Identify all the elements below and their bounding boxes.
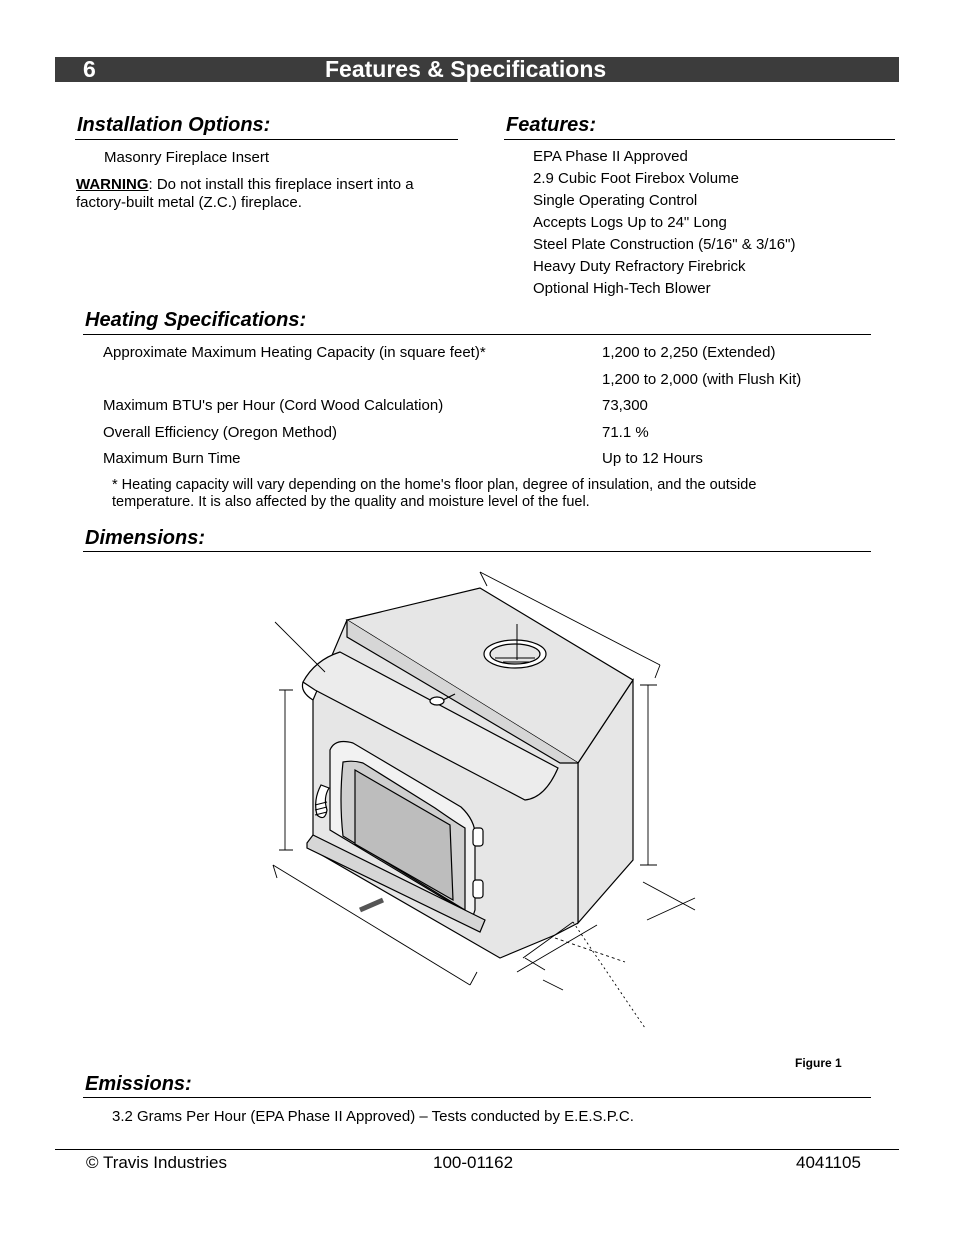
heating-footnote-line1: * Heating capacity will vary depending on the home's floor plan, degree of insulation, and the outside <box>112 477 757 493</box>
heating-rule <box>83 334 871 335</box>
dimensions-rule <box>83 551 871 552</box>
feature-item: Single Operating Control <box>533 192 698 209</box>
emissions-rule <box>83 1097 871 1098</box>
feature-item: Steel Plate Construction (5/16" & 3/16") <box>533 236 796 253</box>
heating-row-value: Up to 12 Hours <box>602 450 703 467</box>
heating-row-value: 73,300 <box>602 397 648 414</box>
heating-title: Heating Specifications: <box>85 309 307 331</box>
page-title: Features & Specifications <box>325 56 607 82</box>
footer-doc-number: 100-01162 <box>433 1153 514 1172</box>
warning-text: : Do not install this fireplace insert into a factory-built metal (Z.C.) fireplace. <box>76 176 414 211</box>
dimensions-title: Dimensions: <box>85 527 206 549</box>
page-number: 6 <box>83 56 96 82</box>
heating-row-label: Maximum BTU's per Hour (Cord Wood Calculation) <box>103 397 444 414</box>
heating-row-label: Overall Efficiency (Oregon Method) <box>103 424 337 441</box>
emissions-text: 3.2 Grams Per Hour (EPA Phase II Approved) – Tests conducted by E.E.S.P.C. <box>112 1108 634 1125</box>
footer-copyright: © Travis Industries <box>86 1153 228 1172</box>
feature-item: Accepts Logs Up to 24" Long <box>533 214 727 231</box>
installation-rule <box>75 139 458 140</box>
warning-label: WARNING <box>76 176 149 193</box>
figure-label: Figure 1 <box>795 1056 842 1070</box>
features-list <box>533 146 795 300</box>
heating-footnote-line2: temperature. It is also affected by the quality and moisture level of the fuel. <box>112 494 590 510</box>
feature-item: Optional High-Tech Blower <box>533 280 711 297</box>
feature-item: 2.9 Cubic Foot Firebox Volume <box>533 170 739 187</box>
feature-item: Heavy Duty Refractory Firebrick <box>533 258 746 275</box>
footer-date-code: 4041105 <box>796 1153 861 1172</box>
installation-option: Masonry Fireplace Insert <box>104 149 270 166</box>
installation-warning <box>76 176 448 212</box>
feature-item: EPA Phase II Approved <box>533 148 688 165</box>
heating-row-label: Approximate Maximum Heating Capacity (in square feet)* <box>103 344 486 361</box>
features-rule <box>504 139 895 140</box>
installation-title: Installation Options: <box>77 114 271 136</box>
heating-row-value: 71.1 % <box>602 424 649 441</box>
footer-rule <box>55 1149 899 1150</box>
features-title: Features: <box>506 114 597 136</box>
fireplace-insert-diagram <box>255 560 715 1040</box>
page-header-bar <box>55 57 899 82</box>
heating-row-label: Maximum Burn Time <box>103 450 241 467</box>
emissions-title: Emissions: <box>85 1073 192 1095</box>
heating-row-value: 1,200 to 2,000 (with Flush Kit) <box>602 371 802 388</box>
heating-row-value: 1,200 to 2,250 (Extended) <box>602 344 776 361</box>
